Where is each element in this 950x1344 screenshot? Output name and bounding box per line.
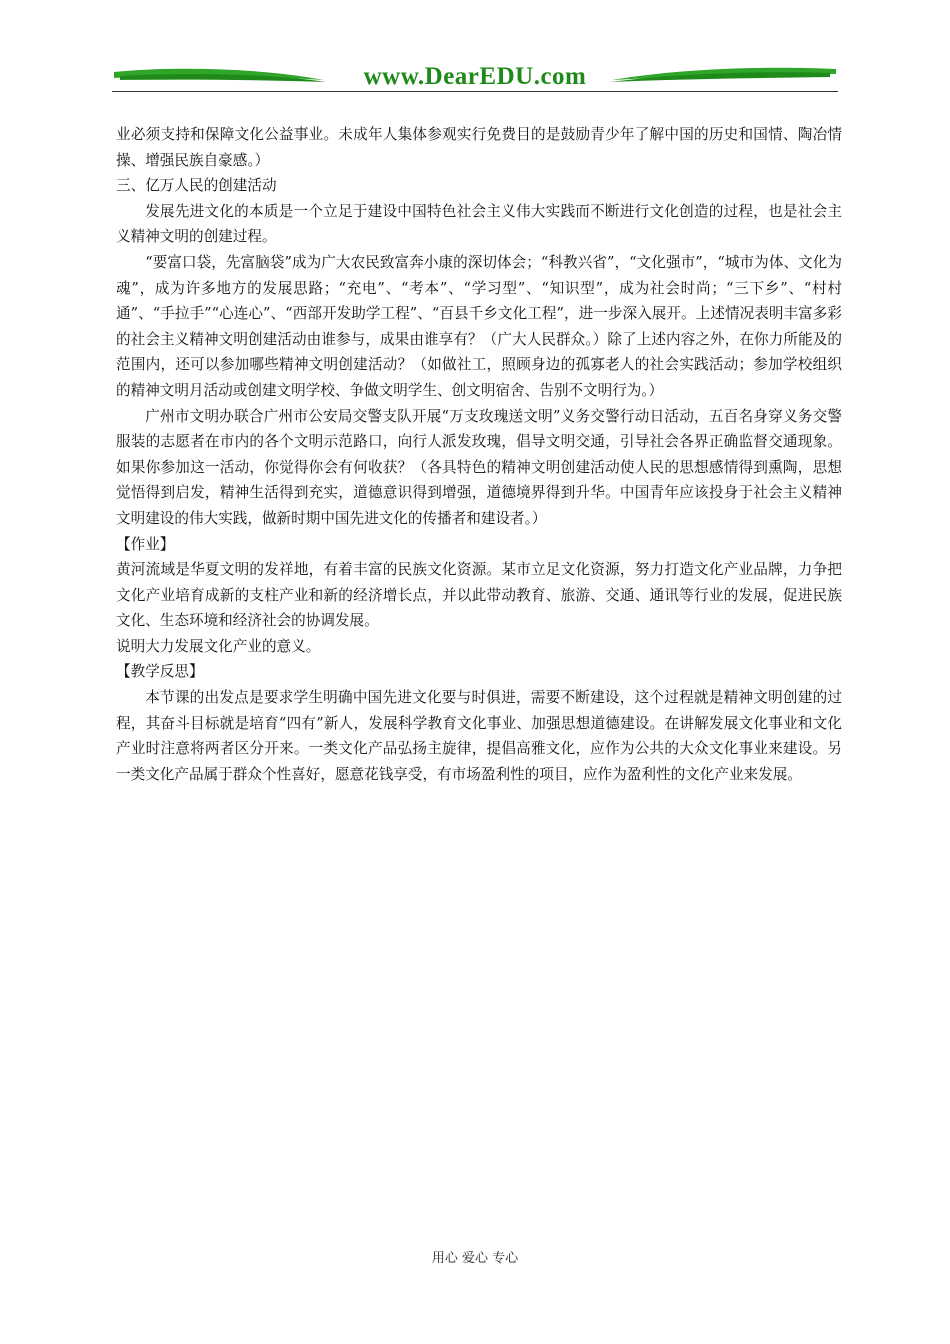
paragraph: 发展先进文化的本质是一个立足于建设中国特色社会主义伟大实践而不断进行文化创造的过程，也是社会主义精神文明的创建过程。 (116, 202, 842, 246)
paragraph: 广州市文明办联合广州市公安局交警支队开展“万支玫瑰送文明”义务交警行动日活动，五百名身穿义务交警服装的志愿者在市内的各个文明示范路口，向行人派发玫瑰，倡导文明交通，引导社会各界正确监督交通现象。如果你参加这一活动，你觉得你会有何收获？（各具特色的精神文明创建活动使人民的思想感情得到熏陶，思想觉悟得到启发，精神生活得到充实，道德意识得到增强，道德境界得到升华。中国青年应该投身于社会主义精神文明建设的伟大实践，做新时期中国先进文化的传播者和建设者。） (116, 407, 842, 527)
page-header (112, 60, 838, 94)
paragraph: “要富口袋，先富脑袋”成为广大农民致富奔小康的深切体会；“科教兴省”，“文化强市”，“城市为体、文化为魂”，成为许多地方的发展思路；“充电”、“考本”、“学习型”、“知识型”，成为社会时尚；“三下乡”、“村村通”、“手拉手”“心连心”、“西部开发助学工程”、“百县千乡文化工程”，进一步深入展开。上述情况表明丰富多彩的社会主义精神文明创建活动由谁参与，成果由谁享有？（广大人民群众。）除了上述内容之外，在你力所能及的范围内，还可以参加哪些精神文明创建活动？（如做社工，照顾身边的孤寡老人的社会实践活动；参加学校组织的精神文明月活动或创建文明学校、争做文明学生、创文明宿舍、告别不文明行为。） (116, 253, 842, 399)
paragraph: 黄河流域是华夏文明的发祥地，有着丰富的民族文化资源。某市立足文化资源，努力打造文化产业品牌，力争把文化产业培育成新的支柱产业和新的经济增长点，并以此带动教育、旅游、交通、通讯等行业的发展，促进民族文化、生态环境和经济社会的协调发展。 (116, 561, 842, 630)
document-body (116, 122, 842, 787)
page-footer: 用心 爱心 专心 (431, 1251, 519, 1266)
paragraph: 说明大力发展文化产业的意义。 (116, 637, 321, 655)
section-heading: 三、亿万人民的创建活动 (116, 177, 277, 195)
header-divider (112, 91, 838, 92)
section-heading: 【教学反思】 (116, 663, 204, 681)
paragraph: 本节课的出发点是要求学生明确中国先进文化要与时俱进，需要不断建设，这个过程就是精神文明创建的过程，其奋斗目标就是培育“四有”新人，发展科学教育文化事业、加强思想道德建设。在讲解发展文化事业和文化产业时注意将两者区分开来。一类文化产品弘扬主旋律，提倡高雅文化，应作为公共的大众文化事业来建设。另一类文化产品属于群众个性喜好，愿意花钱享受，有市场盈利性的项目，应作为盈利性的文化产业来发展。 (116, 689, 842, 783)
site-logo-text: www.DearEDU.com (363, 63, 587, 90)
paragraph: 业必须支持和保障文化公益事业。未成年人集体参观实行免费目的是鼓励青少年了解中国的历史和国情、陶冶情操、增强民族自豪感。） (116, 126, 842, 169)
section-heading: 【作业】 (116, 535, 175, 553)
